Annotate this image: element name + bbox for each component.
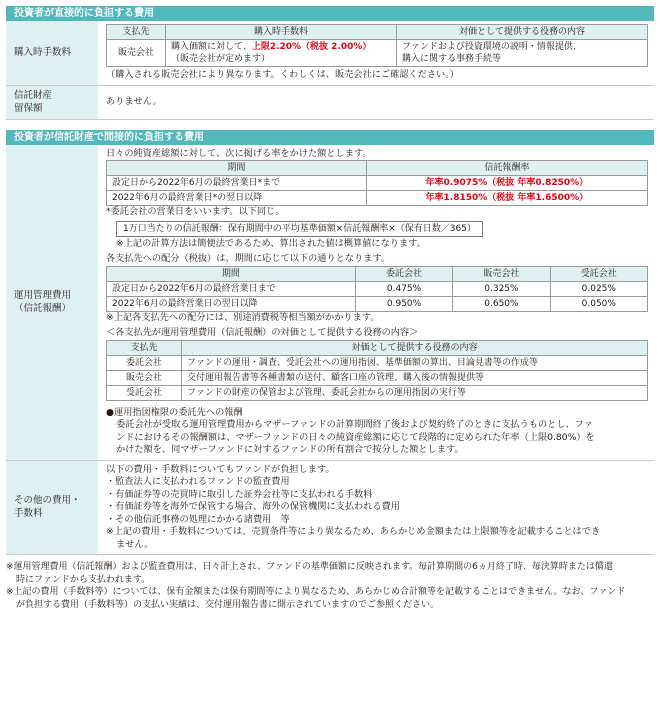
retention-label-line: 信託財産: [14, 90, 53, 101]
other-fees-body: [98, 461, 654, 555]
retention-label-line: 留保額: [14, 103, 43, 114]
footnote-line: 時にファンドから支払われます。: [16, 574, 151, 585]
mgmt-fee-body: [98, 145, 654, 460]
col-header-fee: 購入時手数料: [166, 25, 397, 40]
content-cell: 交付運用報告書等各種書類の送付、顧客口座の管理、購入後の情報提供等: [182, 370, 648, 385]
trustee-share: 0.050%: [550, 296, 647, 311]
delegate-line: 委託会社が受取る運用管理費用からマザーファンドの計算期間終了後および契約終了のときに支払うものとし、ファ: [116, 419, 593, 430]
manager-share: 0.950%: [355, 296, 452, 311]
delegate-line: ンドにおけるその報酬額は、マザーファンドの日々の純資産総額に応じて段階的に定められた年率（上限0.80%）を: [116, 431, 595, 443]
footnote-line: ※運用管理費用（信託報酬）および監査費用は、日々計上され、ファンドの基準価額に反映されます。毎計算期間の6ヵ月終了時、毎決算時または償還: [6, 562, 613, 572]
purchase-fee-label: 購入時手数料: [6, 21, 98, 85]
allocation-table: [106, 266, 648, 312]
footnote-line: ※上記の費用（手数料等）については、保有金額または保有期間等により異なるため、あらかじめ合計額等を記載することはできません。なお、ファンド: [6, 587, 626, 597]
other-line: ・有価証券等の売買時に取引した証券会社等に支払われる手数料: [106, 488, 373, 500]
other-line: 以下の費用・手数料についてもファンドが負担します。: [106, 463, 335, 475]
col-header-content: 対価として提供する役務の内容: [182, 340, 648, 355]
purchase-note: （購入される販売会社により異なります。くわしくは、販売会社にご確認ください。）: [106, 69, 459, 80]
footnote-line: が負担する費用（手数料等）の支払い実績は、交付運用報告書に開示されていますのでご参照ください。: [16, 599, 440, 610]
footnotes: [6, 555, 654, 611]
col-header-period: 期間: [107, 266, 356, 281]
col-header-period: 期間: [107, 161, 367, 176]
period-cell: 設定日から2022年6月の最終営業日まで: [107, 281, 356, 296]
delegate-title: ●運用指図権限の委託先への報酬: [106, 406, 243, 418]
rate-cell: 年率1.8150%（税抜 年率1.6500%）: [366, 191, 647, 206]
other-line: ・有価証券等を海外で保管する場合、海外の保管機関に支払われる費用: [106, 501, 400, 512]
business-day-note: *委託会社の営業日をいいます。以下同じ。: [106, 206, 285, 217]
service-cell: [397, 40, 648, 67]
other-fees-label: [6, 461, 98, 555]
delegate-text: [106, 419, 648, 457]
table-row: [107, 176, 648, 191]
trust-fee-rate-table: [106, 160, 648, 206]
table-row: [107, 191, 648, 206]
footnote: [6, 561, 654, 586]
other-fees-row: [6, 461, 654, 556]
other-note-line: ※上記の費用・手数料については、売買条件等により異なるため、あらかじめ金額または上限額等を記載することはでき: [106, 526, 601, 537]
col-header-rate: 信託報酬率: [366, 161, 647, 176]
payee-cell: 受託会社: [107, 385, 182, 400]
approx-note: ※上記の計算方法は簡便法であるため、算出された値は概算値になります。: [116, 237, 426, 249]
mgmt-label-line: 運用管理費用: [14, 290, 72, 301]
purchase-fee-body: [98, 21, 654, 85]
other-note-line: ません。: [116, 538, 154, 550]
retention-row: [6, 86, 654, 120]
col-header-manager: 委託会社: [355, 266, 452, 281]
content-cell: ファンドの運用・調査、受託会社への運用指図、基準価額の算出、目論見書等の作成等: [182, 355, 648, 370]
other-label-line: その他の費用・: [14, 495, 81, 507]
col-header-trustee: 受託会社: [550, 266, 647, 281]
tax-note: ※上記各支払先への配分には、別途消費税等相当額がかかります。: [106, 311, 380, 323]
payee-cell: 販売会社: [107, 40, 166, 67]
table-row: [107, 370, 648, 385]
direct-cost-header: 投資者が直接的に負担する費用: [6, 6, 654, 21]
mgmt-label-line: （信託報酬）: [14, 303, 72, 314]
retention-label: [6, 86, 98, 119]
rate-cell: 年率0.9075%（税抜 年率0.8250%）: [366, 176, 647, 191]
mgmt-fee-row: [6, 145, 654, 461]
service-line: 購入に関する事務手続等: [402, 54, 502, 64]
fee-rate: 上限2.20%（税抜 2.00%）: [251, 42, 372, 52]
fee-cell: [166, 40, 397, 67]
manager-share: 0.475%: [355, 281, 452, 296]
purchase-fee-table: [106, 24, 648, 67]
other-label-line: 手数料: [14, 508, 43, 520]
payee-cell: 販売会社: [107, 370, 182, 385]
col-header-distributor: 販売会社: [453, 266, 550, 281]
period-cell: 2022年6月の最終営業日の翌日以降: [107, 296, 356, 311]
col-header-payee: 支払先: [107, 25, 166, 40]
distributor-share: 0.325%: [453, 281, 550, 296]
content-cell: ファンドの財産の保管および管理、委託会社からの運用指図の実行等: [182, 385, 648, 400]
fee-sub: （販売会社が定めます）: [171, 54, 271, 64]
service-table: [106, 340, 648, 401]
service-line: ファンドおよび投資環境の説明・情報提供、: [402, 42, 582, 52]
footnote: [6, 586, 654, 611]
table-row: [107, 281, 648, 296]
other-note: [106, 526, 648, 551]
period-cell: 2022年6月の最終営業日*の翌日以降: [107, 191, 367, 206]
table-row: [107, 296, 648, 311]
service-title: ＜各支払先が運用管理費用（信託報酬）の対価として提供する役務の内容＞: [106, 327, 419, 338]
table-row: [107, 355, 648, 370]
indirect-cost-header: 投資者が信託財産で間接的に負担する費用: [6, 130, 654, 145]
delegate-line: かけた額を、同マザーファンドに対するファンドの所有割合で按分した額とします。: [116, 444, 464, 455]
formula-box: 1万口当たりの信託報酬：保有期間中の平均基準価額×信託報酬率×（保有日数／365）: [116, 221, 483, 237]
mgmt-intro: 日々の純資産総額に対して、次に掲げる率をかけた額とします。: [106, 147, 372, 159]
retention-value: ありません。: [106, 95, 162, 107]
purchase-fee-row: [6, 21, 654, 86]
payee-cell: 委託会社: [107, 355, 182, 370]
table-row: [107, 385, 648, 400]
other-line: ・その他信託事務の処理にかかる諸費用 等: [106, 513, 290, 525]
col-header-payee: 支払先: [107, 340, 182, 355]
mgmt-fee-label: [6, 145, 98, 460]
fee-prefix: 購入価額に対して、: [171, 42, 252, 52]
other-line: ・監査法人に支払われるファンドの監査費用: [106, 476, 290, 487]
period-cell: 設定日から2022年6月の最終営業日*まで: [107, 176, 367, 191]
col-header-service: 対価として提供する役務の内容: [397, 25, 648, 40]
allocation-intro: 各支払先への配分（税抜）は、期間に応じて以下の通りとなります。: [106, 253, 391, 264]
distributor-share: 0.650%: [453, 296, 550, 311]
trustee-share: 0.025%: [550, 281, 647, 296]
